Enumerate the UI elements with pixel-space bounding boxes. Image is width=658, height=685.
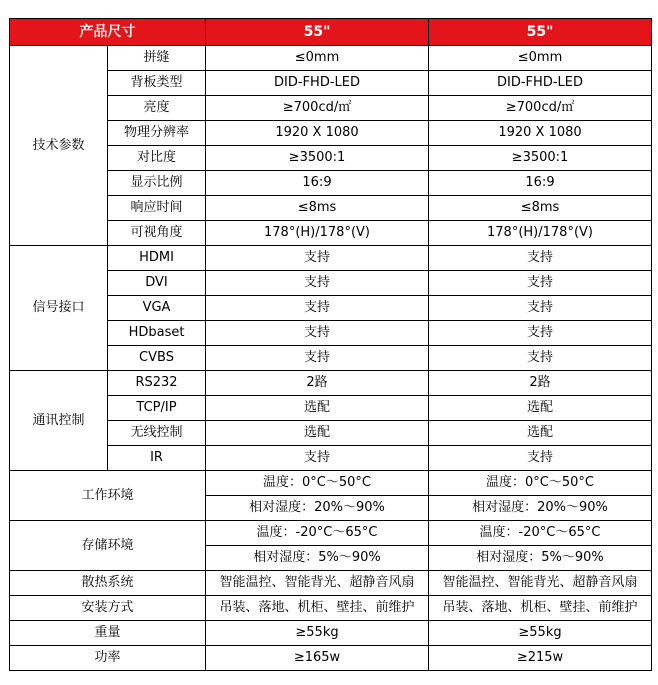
row-name: 亮度 — [108, 96, 206, 121]
row-value-b: 选配 — [429, 421, 652, 446]
power-value-a: ≥165w — [206, 646, 429, 671]
row-name: 响应时间 — [108, 196, 206, 221]
install-value-b: 吊装、落地、机柜、壁挂、前维护 — [429, 596, 652, 621]
row-name: CVBS — [108, 346, 206, 371]
header-model-b: 55" — [429, 19, 652, 46]
row-value-a: 支持 — [206, 446, 429, 471]
row-value-b: 支持 — [429, 321, 652, 346]
install-label: 安装方式 — [10, 596, 206, 621]
storage-env-humidity-b: 相对湿度：5%～90% — [429, 546, 652, 571]
row-value-a: 选配 — [206, 396, 429, 421]
row-name: IR — [108, 446, 206, 471]
table-row — [10, 571, 652, 596]
install-value-a: 吊装、落地、机柜、壁挂、前维护 — [206, 596, 429, 621]
storage-env-temp-b: 温度：-20°C～65°C — [429, 521, 652, 546]
row-name: 无线控制 — [108, 421, 206, 446]
row-name: TCP/IP — [108, 396, 206, 421]
row-value-b: 支持 — [429, 346, 652, 371]
row-value-a: 支持 — [206, 271, 429, 296]
row-value-a: 16:9 — [206, 171, 429, 196]
table-row — [10, 646, 652, 671]
row-value-b: 选配 — [429, 396, 652, 421]
table-row — [10, 471, 652, 496]
row-value-a: ≤0mm — [206, 46, 429, 71]
row-name: 物理分辨率 — [108, 121, 206, 146]
work-env-label: 工作环境 — [10, 471, 206, 521]
row-value-b: 2路 — [429, 371, 652, 396]
storage-env-label: 存储环境 — [10, 521, 206, 571]
row-name: VGA — [108, 296, 206, 321]
weight-value-a: ≥55kg — [206, 621, 429, 646]
table-row — [10, 46, 652, 71]
cooling-value-a: 智能温控、智能背光、超静音风扇 — [206, 571, 429, 596]
cooling-value-b: 智能温控、智能背光、超静音风扇 — [429, 571, 652, 596]
row-value-b: DID-FHD-LED — [429, 71, 652, 96]
row-value-a: ≤8ms — [206, 196, 429, 221]
row-value-b: 178°(H)/178°(V) — [429, 221, 652, 246]
group-label-control: 通讯控制 — [10, 371, 108, 471]
row-value-b: 16:9 — [429, 171, 652, 196]
row-value-a: 支持 — [206, 346, 429, 371]
row-name: 背板类型 — [108, 71, 206, 96]
power-label: 功率 — [10, 646, 206, 671]
row-name: 可视角度 — [108, 221, 206, 246]
row-value-a: 支持 — [206, 246, 429, 271]
row-value-a: DID-FHD-LED — [206, 71, 429, 96]
table-row — [10, 521, 652, 546]
table-row — [10, 371, 652, 396]
row-value-a: 178°(H)/178°(V) — [206, 221, 429, 246]
row-value-b: 支持 — [429, 296, 652, 321]
work-env-humidity-b: 相对湿度：20%～90% — [429, 496, 652, 521]
row-value-a: ≥3500:1 — [206, 146, 429, 171]
table-row — [10, 621, 652, 646]
row-value-a: 支持 — [206, 296, 429, 321]
row-value-b: 支持 — [429, 446, 652, 471]
header-model-a: 55" — [206, 19, 429, 46]
cooling-label: 散热系统 — [10, 571, 206, 596]
row-name: HDMI — [108, 246, 206, 271]
table-row — [10, 596, 652, 621]
work-env-temp-a: 温度：0°C～50°C — [206, 471, 429, 496]
row-value-b: 支持 — [429, 246, 652, 271]
row-value-a: 支持 — [206, 321, 429, 346]
row-name: RS232 — [108, 371, 206, 396]
storage-env-humidity-a: 相对湿度：5%～90% — [206, 546, 429, 571]
spec-table — [9, 18, 652, 671]
row-value-a: 1920 X 1080 — [206, 121, 429, 146]
work-env-humidity-a: 相对湿度：20%～90% — [206, 496, 429, 521]
weight-label: 重量 — [10, 621, 206, 646]
row-value-b: 支持 — [429, 271, 652, 296]
row-value-b: ≤8ms — [429, 196, 652, 221]
row-value-b: ≥3500:1 — [429, 146, 652, 171]
row-name: DVI — [108, 271, 206, 296]
weight-value-b: ≥55kg — [429, 621, 652, 646]
group-label-tech: 技术参数 — [10, 46, 108, 246]
row-name: 拼缝 — [108, 46, 206, 71]
row-value-b: 1920 X 1080 — [429, 121, 652, 146]
storage-env-temp-a: 温度：-20°C～65°C — [206, 521, 429, 546]
row-value-a: ≥700cd/㎡ — [206, 96, 429, 121]
row-name: HDbaset — [108, 321, 206, 346]
row-value-a: 选配 — [206, 421, 429, 446]
header-label: 产品尺寸 — [10, 19, 206, 46]
table-row — [10, 246, 652, 271]
power-value-b: ≥215w — [429, 646, 652, 671]
row-value-b: ≥700cd/㎡ — [429, 96, 652, 121]
row-value-b: ≤0mm — [429, 46, 652, 71]
work-env-temp-b: 温度：0°C～50°C — [429, 471, 652, 496]
header-row — [10, 19, 652, 46]
row-value-a: 2路 — [206, 371, 429, 396]
row-name: 显示比例 — [108, 171, 206, 196]
row-name: 对比度 — [108, 146, 206, 171]
group-label-signal: 信号接口 — [10, 246, 108, 371]
